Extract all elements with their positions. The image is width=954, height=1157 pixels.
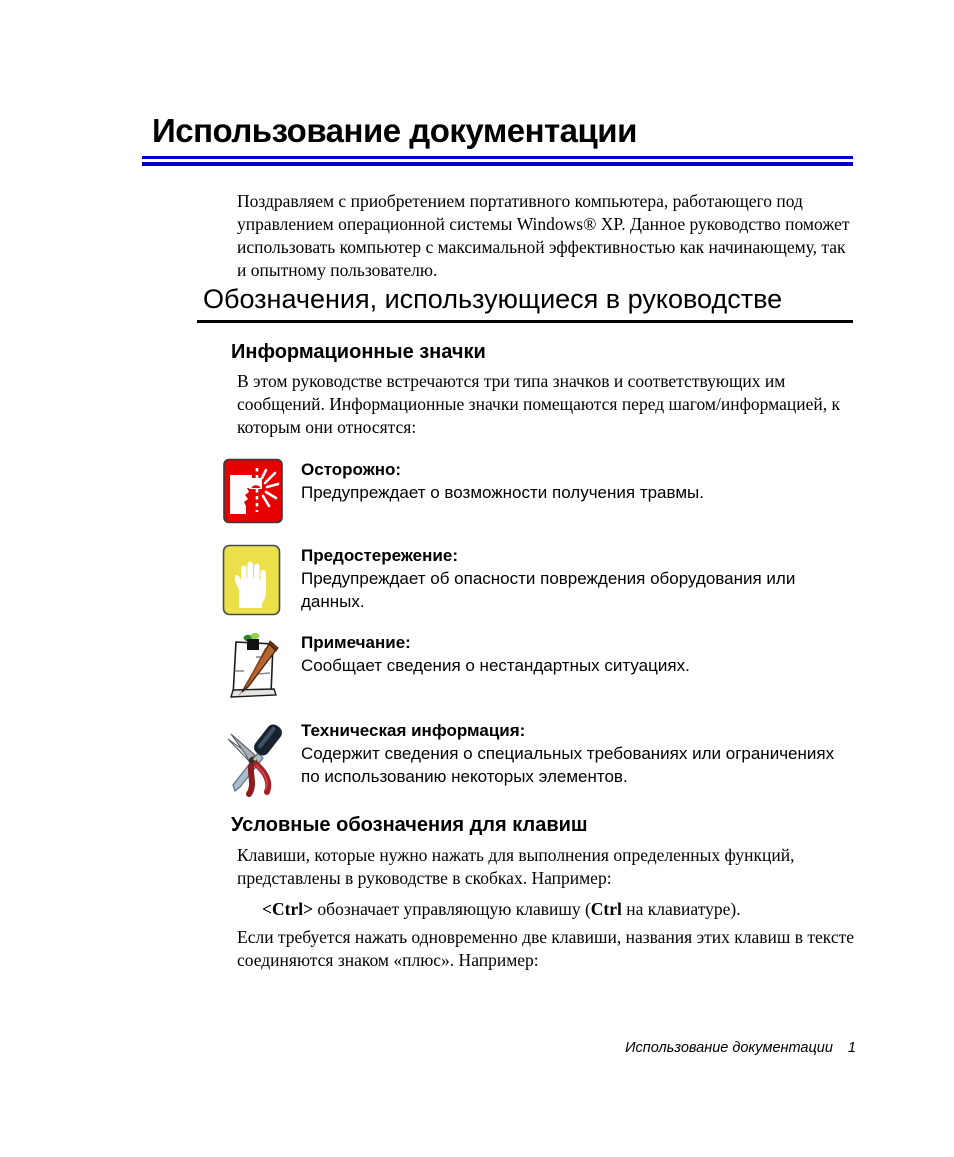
key-plain: Ctrl	[590, 899, 622, 919]
note-description: Сообщает сведения о нестандартных ситуациях.	[301, 656, 690, 675]
keys-paragraph-2: Если требуется нажать одновременно две клавиши, названия этих клавиш в тексте соединяются знаком «плюс». Например:	[237, 927, 855, 970]
key-example-line	[262, 898, 862, 921]
warning-description: Предупреждает об опасности повреждения оборудования или данных.	[301, 569, 796, 611]
caution-description: Предупреждает о возможности получения травмы.	[301, 483, 704, 502]
note-label: Примечание:	[301, 633, 411, 652]
icon-item-technical	[222, 719, 857, 797]
note-icon	[222, 631, 288, 705]
technical-description: Содержит сведения о специальных требованиях или ограничениях по использованию некоторых элементов.	[301, 744, 835, 786]
page-footer	[625, 1040, 856, 1056]
title-double-rule	[142, 156, 853, 166]
caution-icon	[222, 458, 288, 524]
warning-icon	[222, 544, 288, 616]
warning-label: Предостережение:	[301, 546, 458, 565]
subsection-heading-info-icons: Информационные значки	[231, 341, 486, 363]
key-example-middle: обозначает управляющую клавишу (	[313, 899, 591, 919]
technical-info-icon	[222, 719, 288, 797]
key-example-end: на клавиатуре).	[621, 899, 741, 919]
subsection-heading-key-conventions: Условные обозначения для клавиш	[231, 814, 588, 836]
footer-page-number: 1	[847, 1040, 856, 1056]
icon-item-caution	[222, 458, 857, 524]
icon-item-warning	[222, 544, 857, 616]
section-heading-rule	[197, 320, 853, 323]
key-bracketed: <Ctrl>	[262, 899, 314, 919]
intro-paragraph: Поздравляем с приобретением портативного компьютера, работающего под управлением операционной системы Windows® XP. Данное руководство поможет использовать компьютер с максимальной эффективностью как начинающему, так и опытному пользователю.	[237, 191, 850, 280]
caution-label: Осторожно:	[301, 460, 402, 479]
keys-paragraph-1: Клавиши, которые нужно нажать для выполнения определенных функций, представлены в руководстве в скобках. Например:	[237, 845, 795, 888]
page-title: Использование документации	[152, 112, 637, 149]
icon-item-note	[222, 631, 857, 705]
section-heading-conventions: Обозначения, использующиеся в руководстве	[203, 284, 783, 314]
info-icons-paragraph: В этом руководстве встречаются три типа значков и соответствующих им сообщений. Информационные значки помещаются перед шагом/информацией, к которым они относятся:	[237, 371, 840, 437]
footer-chapter-title: Использование документации	[625, 1040, 833, 1056]
technical-label: Техническая информация:	[301, 721, 526, 740]
title-rule-bottom	[142, 162, 853, 166]
